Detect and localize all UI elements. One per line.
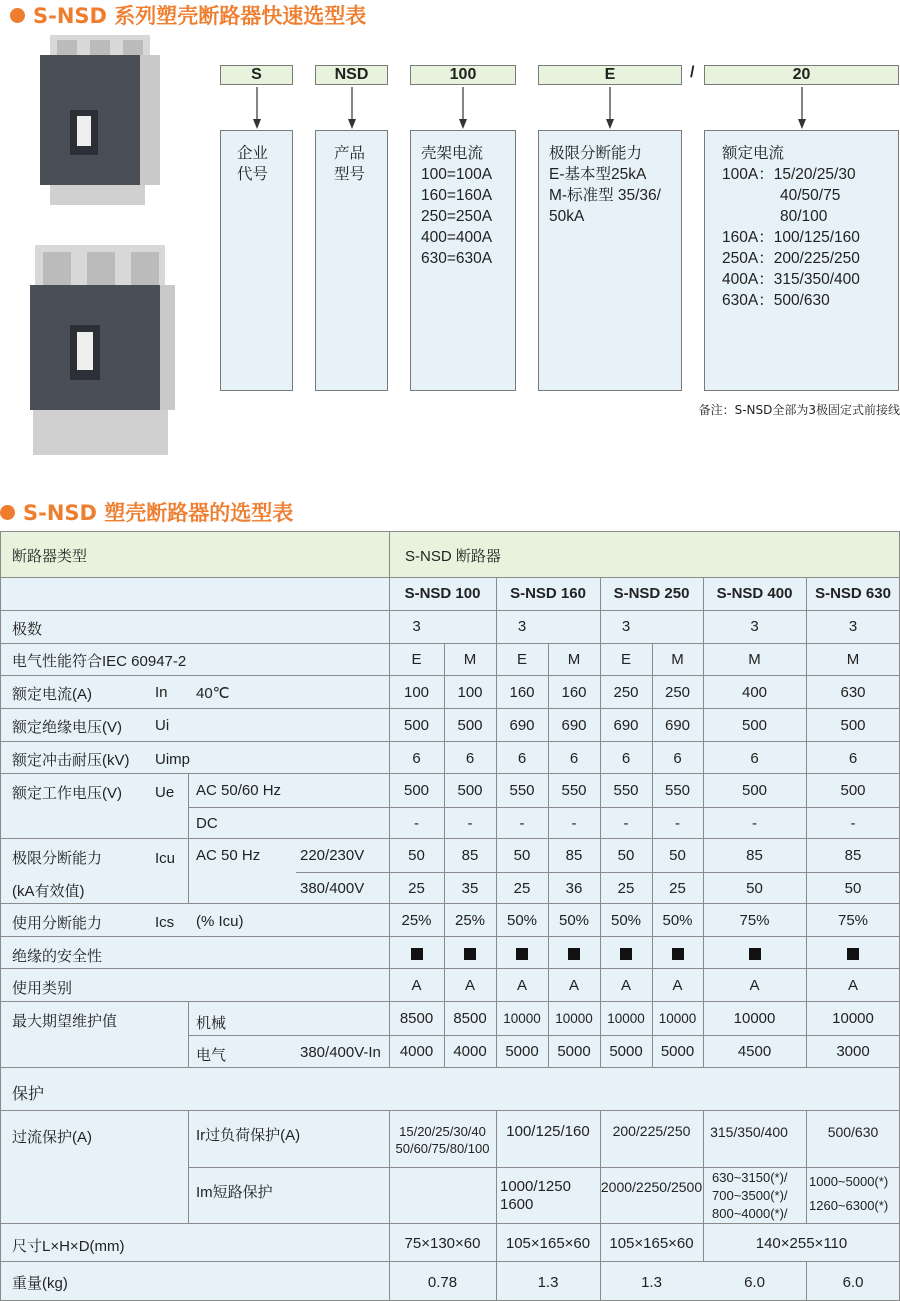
category-value: A (749, 977, 760, 994)
icu-v1-value: 50 (669, 847, 686, 864)
operating-voltage-dc-value: - (467, 815, 473, 832)
endurance-elec-value: 5000 (505, 1043, 539, 1060)
desc-line: 额定电流 (722, 145, 785, 162)
endurance-elec-value: 4000 (453, 1043, 487, 1060)
code-box-rated-current: 20 (704, 65, 899, 85)
endurance-elec-value: 3000 (836, 1043, 870, 1060)
desc-line: 企业 (237, 145, 269, 162)
rated-current-value: 160 (561, 684, 587, 701)
desc-line: 630=630A (421, 250, 493, 267)
breaker-photo-small (35, 30, 165, 210)
insulation-voltage-value: 690 (664, 717, 691, 734)
endurance-mech-value: 10000 (503, 1011, 541, 1026)
bullet-dot-icon (0, 505, 15, 520)
weight-value: 6.0 (842, 1274, 864, 1291)
desc-box-breaking-capacity (538, 130, 682, 391)
ics-unit: (% Icu) (196, 913, 244, 930)
insulation-voltage-value: 500 (457, 717, 483, 734)
poles-value: 3 (412, 618, 421, 635)
endurance-mech-label: 机械 (196, 1015, 227, 1032)
im-value-line: 1260~6300(*) (809, 1198, 889, 1213)
icu-v1-label: 220/230V (300, 847, 365, 864)
desc-line: 壳架电流 (421, 145, 484, 162)
dimensions-value: 140×255×110 (755, 1235, 848, 1252)
im-value-line: 700~3500(*)/ (712, 1188, 788, 1203)
rated-current-cond: 40℃ (196, 685, 230, 702)
table-row (0, 1068, 900, 1111)
im-value (500, 1178, 571, 1214)
arrow-down-icon (458, 87, 468, 129)
check-square-icon (444, 947, 496, 964)
operating-voltage-dc-value: - (414, 815, 419, 832)
category-label: 使用类别 (12, 980, 73, 997)
desc-line: 80/100 (780, 208, 828, 225)
endurance-elec-value: 4000 (399, 1043, 434, 1060)
type-label: 断路器类型 (12, 548, 88, 565)
im-value-line: 630~3150(*)/ (712, 1170, 788, 1185)
ics-value: 75% (837, 912, 869, 929)
dimensions-value: 105×165×60 (609, 1235, 694, 1252)
ics-sym: Ics (155, 914, 175, 931)
endurance-mech-value: 8500 (399, 1010, 434, 1027)
insulation-voltage-value: 500 (403, 717, 430, 734)
model-header: S-NSD 250 (613, 585, 690, 602)
icu-v1-value: 50 (617, 847, 635, 864)
endurance-elec-label: 电气 (196, 1047, 227, 1064)
desc-line: E-基本型25kA (549, 166, 647, 183)
im-value: 2000/2250/2500 (600, 1179, 703, 1195)
operating-voltage-dc-value: - (571, 815, 577, 832)
arrow-down-icon (797, 87, 807, 129)
operating-voltage-ac-value: 500 (457, 782, 483, 799)
code-box-product: NSD (315, 65, 388, 85)
ir-value-line: 15/20/25/30/40 (399, 1124, 486, 1139)
icu-v2-value: 35 (461, 880, 479, 897)
category-value: A (847, 977, 858, 994)
im-value (712, 1169, 788, 1223)
ics-label: 使用分断能力 (12, 915, 103, 932)
overcurrent-label: 过流保护(A) (12, 1129, 92, 1146)
rated-current-value: 400 (741, 684, 768, 701)
poles-value: 3 (621, 618, 631, 635)
category-value: A (672, 977, 683, 994)
category-value: A (411, 977, 422, 994)
desc-box-frame-current (410, 130, 516, 391)
insulation-voltage-sym: Ui (155, 717, 170, 734)
category-value: A (464, 977, 475, 994)
impulse-voltage-sym: Uimp (155, 751, 191, 768)
arrow-down-icon (252, 87, 262, 129)
impulse-voltage-value: 6 (412, 750, 421, 767)
model-header: S-NSD 630 (815, 585, 891, 602)
insulation-voltage-value: 500 (840, 717, 866, 734)
dimensions-value: 75×130×60 (404, 1235, 481, 1252)
icu-v2-value: 25 (669, 880, 686, 897)
desc-line: 产品 (334, 145, 366, 162)
rated-current-sym: In (155, 684, 168, 701)
weight-value: 1.3 (641, 1274, 662, 1291)
section-title-quick-selection (10, 0, 366, 30)
desc-box-company (220, 130, 293, 391)
endurance-mech-value: 10000 (832, 1010, 874, 1027)
poles-label: 极数 (12, 621, 43, 638)
icu-v1-value: 50 (408, 847, 425, 864)
desc-line: 代号 (237, 166, 269, 183)
rated-current-value: 100 (403, 684, 430, 701)
desc-box-rated-current (704, 130, 899, 391)
icu-v1-value: 85 (746, 847, 763, 864)
dimensions-value: 105×165×60 (505, 1235, 591, 1252)
desc-line: 160A：100/125/160 (722, 229, 860, 246)
poles-value: 3 (848, 618, 858, 635)
selection-table (0, 531, 900, 1301)
impulse-voltage-value: 6 (750, 750, 759, 767)
ir-value (389, 1123, 496, 1157)
weight-value: 1.3 (537, 1274, 559, 1291)
rated-current-label: 额定电流(A) (12, 686, 92, 703)
desc-line: 250=250A (421, 208, 493, 225)
icu-label: 极限分断能力 (12, 850, 103, 867)
desc-line: 250A：200/225/250 (722, 250, 860, 267)
category-value: A (620, 977, 631, 994)
breaker-photo-large (25, 240, 180, 460)
impulse-voltage-value: 6 (569, 750, 579, 767)
operating-voltage-dc-value: - (675, 815, 680, 832)
im-value-line: 1600 (500, 1196, 534, 1213)
endurance-elec-value: 4500 (737, 1043, 772, 1060)
ir-value-line: 50/60/75/80/100 (395, 1141, 490, 1156)
check-square-icon (652, 947, 703, 964)
model-header: S-NSD 100 (404, 585, 481, 602)
desc-line: M-标准型 35/36/ (549, 187, 661, 204)
poles-value: 3 (750, 618, 759, 635)
iec-value: E (620, 651, 631, 668)
icu-label-2: (kA有效值) (12, 883, 85, 900)
desc-line: 400=400A (421, 229, 493, 246)
ics-value: 25% (401, 912, 432, 929)
icu-v2-value: 36 (565, 880, 583, 897)
desc-line: 50kA (549, 208, 585, 225)
iec-value: M (463, 651, 477, 668)
operating-voltage-label: 额定工作电压(V) (12, 785, 122, 802)
insulation-voltage-value: 500 (741, 717, 768, 734)
icu-v1-value: 85 (565, 847, 583, 864)
operating-voltage-ac-value: 500 (741, 782, 768, 799)
rated-current-value: 250 (664, 684, 691, 701)
icu-sym: Icu (155, 850, 176, 867)
impulse-voltage-value: 6 (673, 750, 682, 767)
arrow-down-icon (347, 87, 357, 129)
icu-v2-value: 50 (844, 880, 862, 897)
desc-line: 40/50/75 (780, 187, 841, 204)
poles-value: 3 (517, 618, 527, 635)
insulation-voltage-value: 690 (561, 717, 587, 734)
iec-value: M (846, 651, 860, 668)
endurance-elec-value: 5000 (660, 1043, 695, 1060)
im-value-line: 1000~5000(*) (809, 1174, 889, 1189)
rated-current-value: 160 (509, 684, 535, 701)
insulation-voltage-value: 690 (509, 717, 535, 734)
desc-line: 极限分断能力 (549, 145, 643, 162)
desc-line: 型号 (334, 166, 366, 183)
im-label: Im短路保护 (196, 1184, 273, 1201)
code-box-company: S (220, 65, 293, 85)
endurance-elec-value: 5000 (609, 1043, 643, 1060)
check-square-icon (600, 947, 652, 964)
operating-voltage-ac-value: 500 (403, 782, 430, 799)
operating-voltage-ac-value: 550 (613, 782, 639, 799)
endurance-elec-value: 5000 (557, 1043, 591, 1060)
protection-label: 保护 (12, 1086, 45, 1103)
endurance-mech-value: 10000 (607, 1011, 645, 1026)
impulse-voltage-label: 额定冲击耐压(kV) (12, 752, 130, 769)
iec-value: M (671, 651, 684, 668)
icu-v2-value: 25 (617, 880, 635, 897)
desc-line: 400A：315/350/400 (722, 271, 860, 288)
operating-voltage-ac-value: 550 (509, 782, 535, 799)
impulse-voltage-value: 6 (465, 750, 475, 767)
rated-current-value: 630 (840, 684, 866, 701)
iec-label: 电气性能符合IEC 60947-2 (12, 653, 187, 670)
operating-voltage-sym: Ue (155, 784, 175, 801)
ics-value: 75% (739, 912, 770, 929)
icu-v1-value: 50 (513, 847, 531, 864)
operating-voltage-ac-label: AC 50/60 Hz (196, 782, 282, 799)
model-header: S-NSD 400 (716, 585, 793, 602)
type-value: S-NSD 断路器 (405, 548, 501, 565)
endurance-mech-value: 8500 (453, 1010, 487, 1027)
bullet-dot-icon (10, 8, 25, 23)
iec-value: E (516, 651, 527, 668)
icu-v2-value: 50 (746, 880, 763, 897)
coding-note: 备注：S-NSD全部为3极固定式前接线 (698, 403, 900, 417)
ir-label: Ir过负荷保护(A) (196, 1127, 301, 1144)
rated-current-value: 100 (457, 684, 483, 701)
ics-value: 50% (610, 912, 642, 929)
desc-line: 630A：500/630 (722, 292, 830, 309)
icu-v1-value: 85 (461, 847, 479, 864)
ics-value: 50% (662, 912, 693, 929)
icu-v1-value: 85 (844, 847, 862, 864)
im-value-line: 800~4000(*)/ (712, 1206, 788, 1221)
dimensions-label: 尺寸L×H×D(mm) (12, 1238, 125, 1255)
icu-v2-label: 380/400V (300, 880, 365, 897)
operating-voltage-ac-value: 550 (664, 782, 691, 799)
desc-line: 100=100A (421, 166, 493, 183)
icu-ac-label: AC 50 Hz (196, 847, 261, 864)
desc-box-product (315, 130, 388, 391)
desc-line: 100A：15/20/25/30 (722, 166, 856, 183)
ics-value: 50% (558, 912, 590, 929)
code-box-frame-current: 100 (410, 65, 516, 85)
insulation-voltage-value: 690 (613, 717, 639, 734)
arrow-down-icon (605, 87, 615, 129)
ics-value: 50% (506, 912, 538, 929)
operating-voltage-ac-value: 550 (561, 782, 587, 799)
ir-value: 315/350/400 (710, 1124, 788, 1140)
check-square-icon (496, 947, 548, 964)
ir-value: 100/125/160 (506, 1123, 590, 1140)
category-value: A (516, 977, 527, 994)
operating-voltage-dc-value: - (752, 815, 757, 832)
iec-value: M (748, 651, 761, 668)
check-square-icon (703, 947, 806, 964)
operating-voltage-dc-value: - (850, 815, 856, 832)
endurance-elec-cond: 380/400V-In (300, 1044, 381, 1061)
endurance-mech-value: 10000 (555, 1011, 593, 1026)
ir-value: 500/630 (827, 1124, 879, 1140)
insulation-voltage-label: 额定绝缘电压(V) (12, 719, 122, 736)
section-title-text: S-NSD 塑壳断路器的选型表 (23, 501, 294, 525)
model-header: S-NSD 160 (510, 585, 586, 602)
operating-voltage-ac-value: 500 (840, 782, 866, 799)
code-separator: / (690, 64, 695, 81)
ics-value: 25% (454, 912, 486, 929)
impulse-voltage-value: 6 (848, 750, 858, 767)
iec-value: M (567, 651, 581, 668)
icu-v2-value: 25 (513, 880, 531, 897)
check-square-icon (806, 947, 900, 964)
endurance-mech-value: 10000 (733, 1010, 776, 1027)
weight-label: 重量(kg) (12, 1275, 68, 1292)
weight-value: 0.78 (427, 1274, 458, 1291)
operating-voltage-dc-value: - (519, 815, 525, 832)
desc-line: 160=160A (421, 187, 493, 204)
icu-v2-value: 25 (408, 880, 425, 897)
operating-voltage-dc-label: DC (196, 815, 218, 832)
endurance-label: 最大期望维护值 (12, 1013, 118, 1030)
section-title-selection-table (0, 497, 293, 527)
check-square-icon (548, 947, 600, 964)
im-value (809, 1170, 888, 1218)
impulse-voltage-value: 6 (517, 750, 527, 767)
rated-current-value: 250 (613, 684, 639, 701)
insulation-safety-label: 绝缘的安全性 (12, 948, 103, 965)
iec-value: E (411, 651, 422, 668)
endurance-mech-value: 10000 (658, 1011, 697, 1026)
code-box-breaking-capacity: E (538, 65, 682, 85)
operating-voltage-dc-value: - (623, 815, 629, 832)
section-title-text: S-NSD 系列塑壳断路器快速选型表 (33, 4, 367, 28)
category-value: A (568, 977, 579, 994)
weight-value: 6.0 (744, 1274, 765, 1291)
im-value-line: 1000/1250 (500, 1178, 571, 1195)
impulse-voltage-value: 6 (621, 750, 631, 767)
ir-value: 200/225/250 (612, 1123, 691, 1139)
check-square-icon (389, 947, 444, 964)
